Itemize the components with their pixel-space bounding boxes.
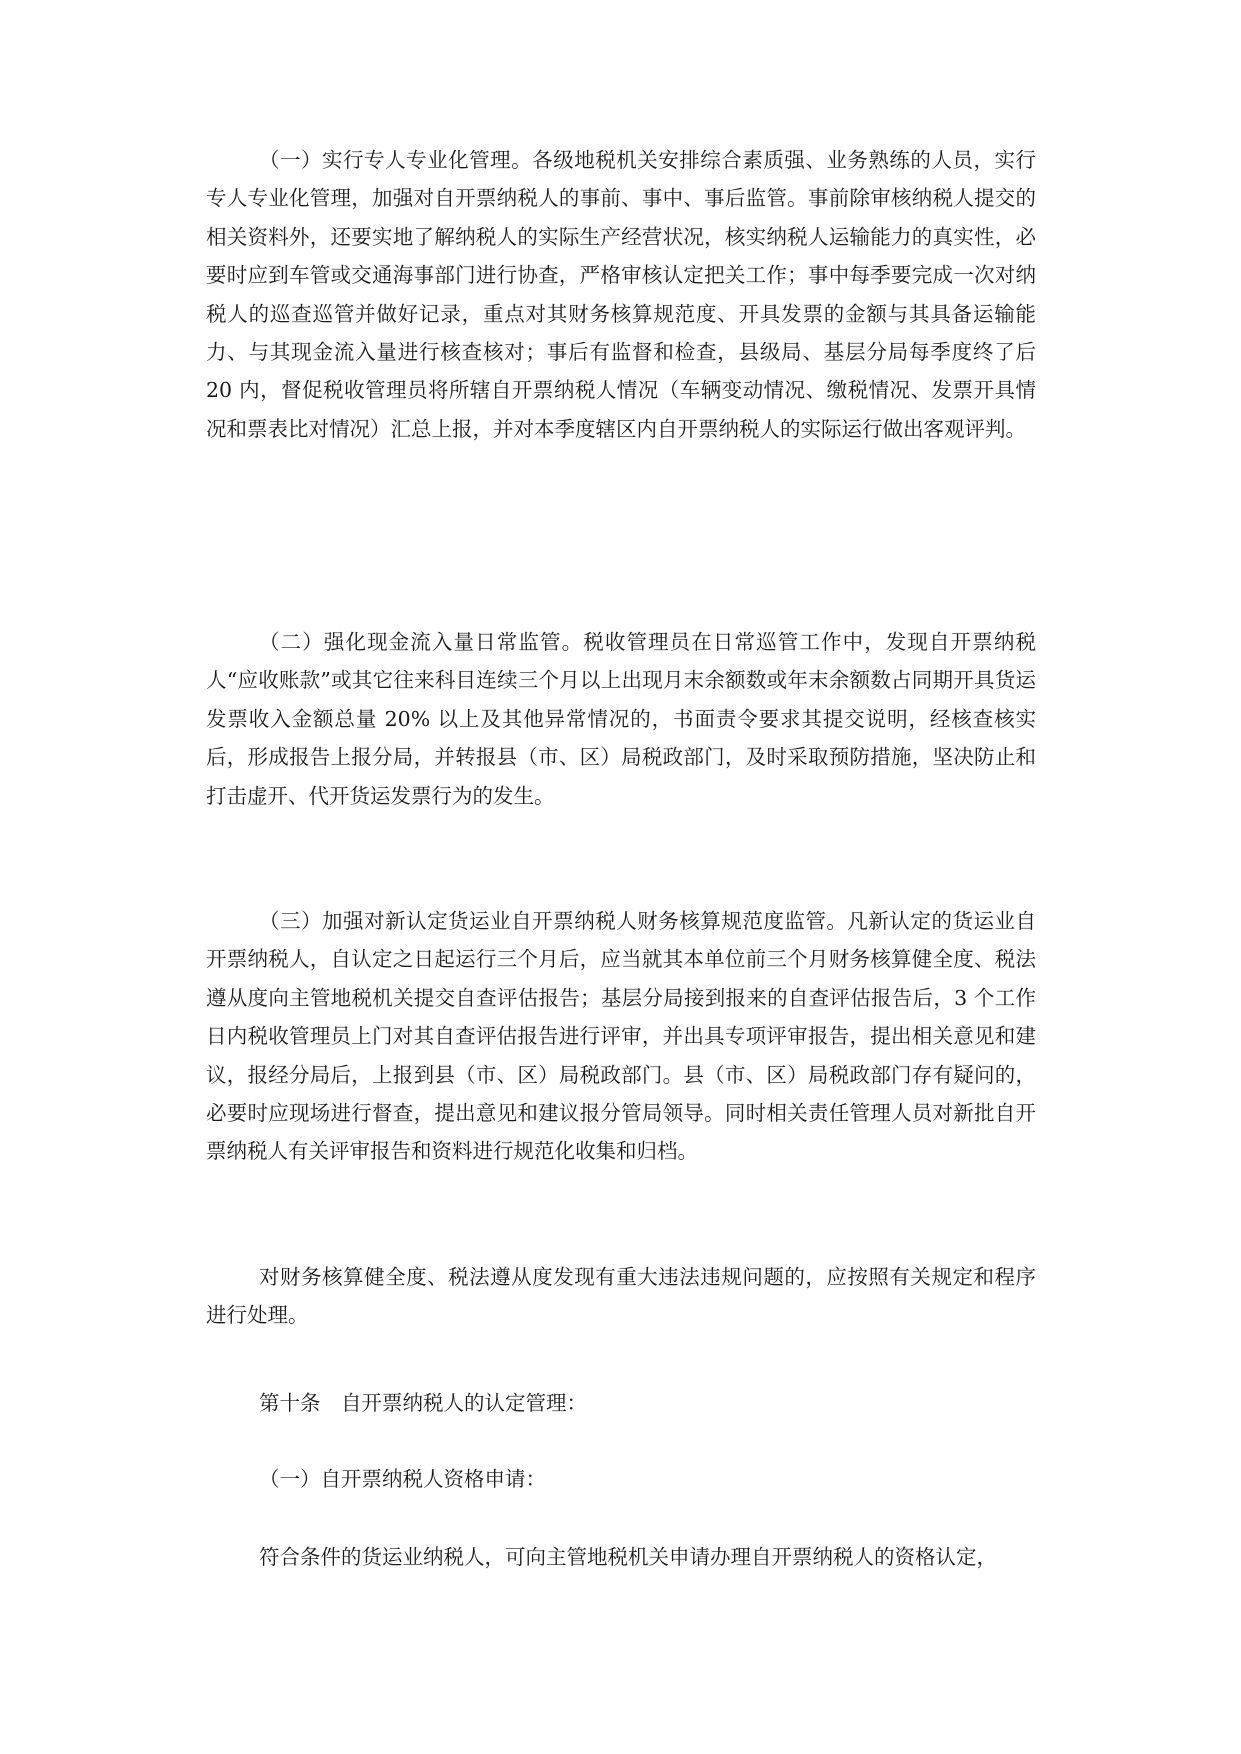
- article-heading: 第十条 自开票纳税人的认定管理：: [259, 1391, 587, 1415]
- paragraph-4: 对财务核算健全度、税法遵从度发现有重大违法违规问题的，应按照有关规定和程序进行处理。: [206, 1265, 1036, 1328]
- paragraph-1: （一）实行专人专业化管理。各级地税机关安排综合素质强、业务熟练的人员，实行专人专业化管理，加强对自开票纳税人的事前、事中、事后监管。事前除审核纳税人提交的相关资料外，还要实地了解纳税人的实际生产经营状况，核实纳税人运输能力的真实性，必要时应到车管或交通海事部门进行协查，严格审核认定把关工作；事中每季要完成一次对纳税人的巡查巡管并做好记录，重点对其财务核算规范度、开具发票的金额与其具备运输能力、与其现金流入量进行核查核对；事后有监督和检查，县级局、基层分局每季度终了后 20 内，督促税收管理员将所辖自开票纳税人情况（车辆变动情况、缴税情况、发票开具情况和票表比对情况）汇总上报，并对本季度辖区内自开票纳税人的实际运行做出客观评判。: [206, 148, 1036, 441]
- paragraph-3: （三）加强对新认定货运业自开票纳税人财务核算规范度监管。凡新认定的货运业自开票纳税人，自认定之日起运行三个月后，应当就其本单位前三个月财务核算健全度、税法遵从度向主管地税机关提交自查评估报告；基层分局接到报来的自查评估报告后，3 个工作日内税收管理员上门对其自查评估报告进行评审，并出具专项评审报告，提出相关意见和建议，报经分局后，上报到县（市、区）局税政部门。县（市、区）局税政部门存有疑问的，必要时应现场进行督查，提出意见和建议报分管局领导。同时相关责任管理人员对新批自开票纳税人有关评审报告和资料进行规范化收集和归档。: [206, 909, 1036, 1164]
- section-heading: （一）自开票纳税人资格申请：: [259, 1467, 546, 1491]
- paragraph-5: 符合条件的货运业纳税人，可向主管地税机关申请办理自开票纳税人的资格认定，: [259, 1545, 997, 1569]
- paragraph-2: （二）强化现金流入量日常监管。税收管理员在日常巡管工作中，发现自开票纳税人“应收账款”或其它往来科目连续三个月以上出现月末余额数或年末余额数占同期开具货运发票收入金额总量 20% 以上及其他异常情况的，书面责令要求其提交说明，经核查核实后，形成报告上报分局，并转报县（市、区）局税政部门，及时采取预防措施，坚决防止和打击虚开、代开货运发票行为的发生。: [206, 630, 1036, 808]
